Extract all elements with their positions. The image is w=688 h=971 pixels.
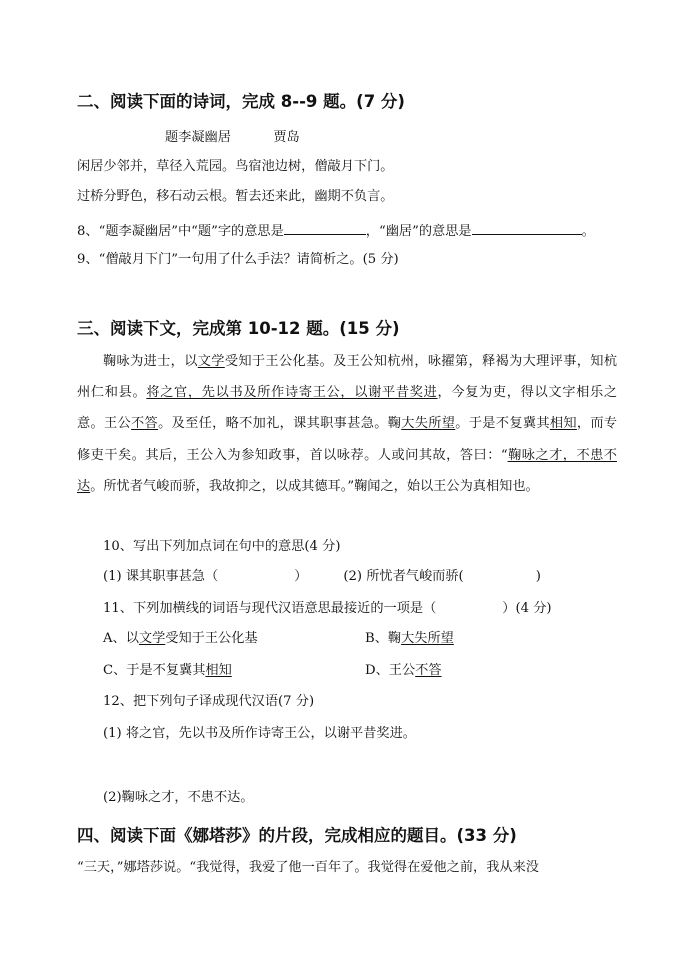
option-c-underlined: 相知 bbox=[205, 663, 232, 678]
question-10-items bbox=[103, 570, 616, 583]
question-8-part-a: 8、“题李凝幽居”中“题”字的意思是 bbox=[77, 224, 284, 239]
passage-text: 。及至任，略不加礼，课其职事甚急。鞠 bbox=[158, 416, 402, 432]
answer-blank-2[interactable] bbox=[472, 222, 582, 235]
passage-text: 鞠咏为进士，以 bbox=[103, 354, 198, 369]
paren-close: ) bbox=[535, 569, 541, 584]
option-b[interactable] bbox=[365, 631, 454, 646]
option-b-pre: B、鞠 bbox=[365, 631, 402, 646]
question-8-part-b: ，“幽居”的意思是 bbox=[365, 224, 472, 239]
section-3-heading: 三、阅读下文，完成第 10-12 题。(15 分) bbox=[77, 319, 400, 338]
passage-text: 受知于王公化基。及王公知杭州，咏擢第，释褐为大理评事，知杭州仁和县。 bbox=[77, 354, 618, 401]
question-11-text: 11、下列加横线的词语与现代汉语意思最接近的一项是（ bbox=[103, 601, 437, 616]
passage-text: ，而专修吏干矣。其后，王公入为参知政事，首以咏荐。人或问其故，答曰：“ bbox=[77, 416, 618, 463]
passage-underlined: 大失所望 bbox=[401, 416, 456, 432]
passage-underlined: 将之官，先以书及所作诗寄王公，以谢平昔奖进 bbox=[146, 385, 438, 401]
option-a-underlined: 文学 bbox=[138, 631, 166, 646]
question-12-item-1: (1) 将之官，先以书及所作诗寄王公，以谢平昔奖进。 bbox=[103, 726, 416, 741]
question-12-item-2: (2)鞠咏之才，不患不达。 bbox=[103, 790, 254, 805]
passage-text: 。于是不复冀其 bbox=[455, 416, 550, 432]
option-a-post: 受知于王公化基 bbox=[165, 631, 258, 646]
passage-text: 。所忧者气峻而骄，我故抑之，以成其德耳。”鞠闻之，始以王公为真相知也。 bbox=[90, 478, 539, 494]
question-11-points: ）(4 分) bbox=[502, 601, 552, 616]
answer-blank-1[interactable] bbox=[284, 222, 366, 235]
section-2-heading: 二、阅读下面的诗词，完成 8--9 题。(7 分) bbox=[77, 92, 405, 111]
classical-passage bbox=[77, 346, 617, 502]
story-line-1: “三天，”娜塔莎说。“我觉得，我爱了他一百年了。我觉得在爱他之前，我从来没 bbox=[77, 860, 539, 875]
question-9: 9、“僧敲月下门”一句用了什么手法？请简析之。(5 分) bbox=[77, 252, 399, 267]
question-11 bbox=[103, 602, 616, 615]
question-10-item-1: (1) 课其职事甚急（ bbox=[103, 569, 219, 584]
option-c[interactable] bbox=[103, 664, 365, 677]
option-b-underlined: 大失所望 bbox=[401, 631, 454, 646]
poem-title: 题李凝幽居 bbox=[165, 130, 231, 145]
question-8 bbox=[77, 222, 616, 238]
option-a[interactable] bbox=[103, 632, 365, 645]
poem-line-1: 闲居少邻并，草径入荒园。鸟宿池边树，僧敲月下门。 bbox=[77, 159, 394, 174]
question-12: 12、把下列句子译成现代汉语(7 分) bbox=[103, 694, 315, 709]
poem-header bbox=[165, 131, 616, 144]
option-row-ab bbox=[103, 632, 616, 645]
question-8-part-c: 。 bbox=[581, 224, 595, 239]
paren-close: ） bbox=[294, 569, 308, 584]
passage-underlined: 相知 bbox=[549, 416, 577, 432]
passage-underlined: 不答 bbox=[131, 416, 159, 432]
option-c-pre: C、于是不复冀其 bbox=[103, 663, 206, 678]
question-10-item-2: (2) 所忧者气峻而骄( bbox=[343, 569, 464, 584]
option-d-pre: D、王公 bbox=[365, 663, 416, 678]
question-10: 10、写出下列加点词在句中的意思(4 分) bbox=[103, 539, 341, 554]
passage-text: ，今复为吏，得以文字相乐之意。王公 bbox=[77, 385, 618, 432]
poem-line-2: 过桥分野色，移石动云根。暂去还来此，幽期不负言。 bbox=[77, 189, 394, 204]
passage-underlined: 鞠咏之才，不患不达 bbox=[77, 447, 617, 494]
option-a-pre: A、以 bbox=[103, 631, 139, 646]
passage-underlined: 文学 bbox=[197, 354, 225, 369]
option-row-cd bbox=[103, 664, 616, 677]
option-d[interactable] bbox=[365, 663, 442, 678]
poem-author: 贾岛 bbox=[273, 130, 300, 145]
option-d-underlined: 不答 bbox=[415, 663, 442, 678]
section-4-heading: 四、阅读下面《娜塔莎》的片段，完成相应的题目。(33 分) bbox=[77, 826, 517, 845]
